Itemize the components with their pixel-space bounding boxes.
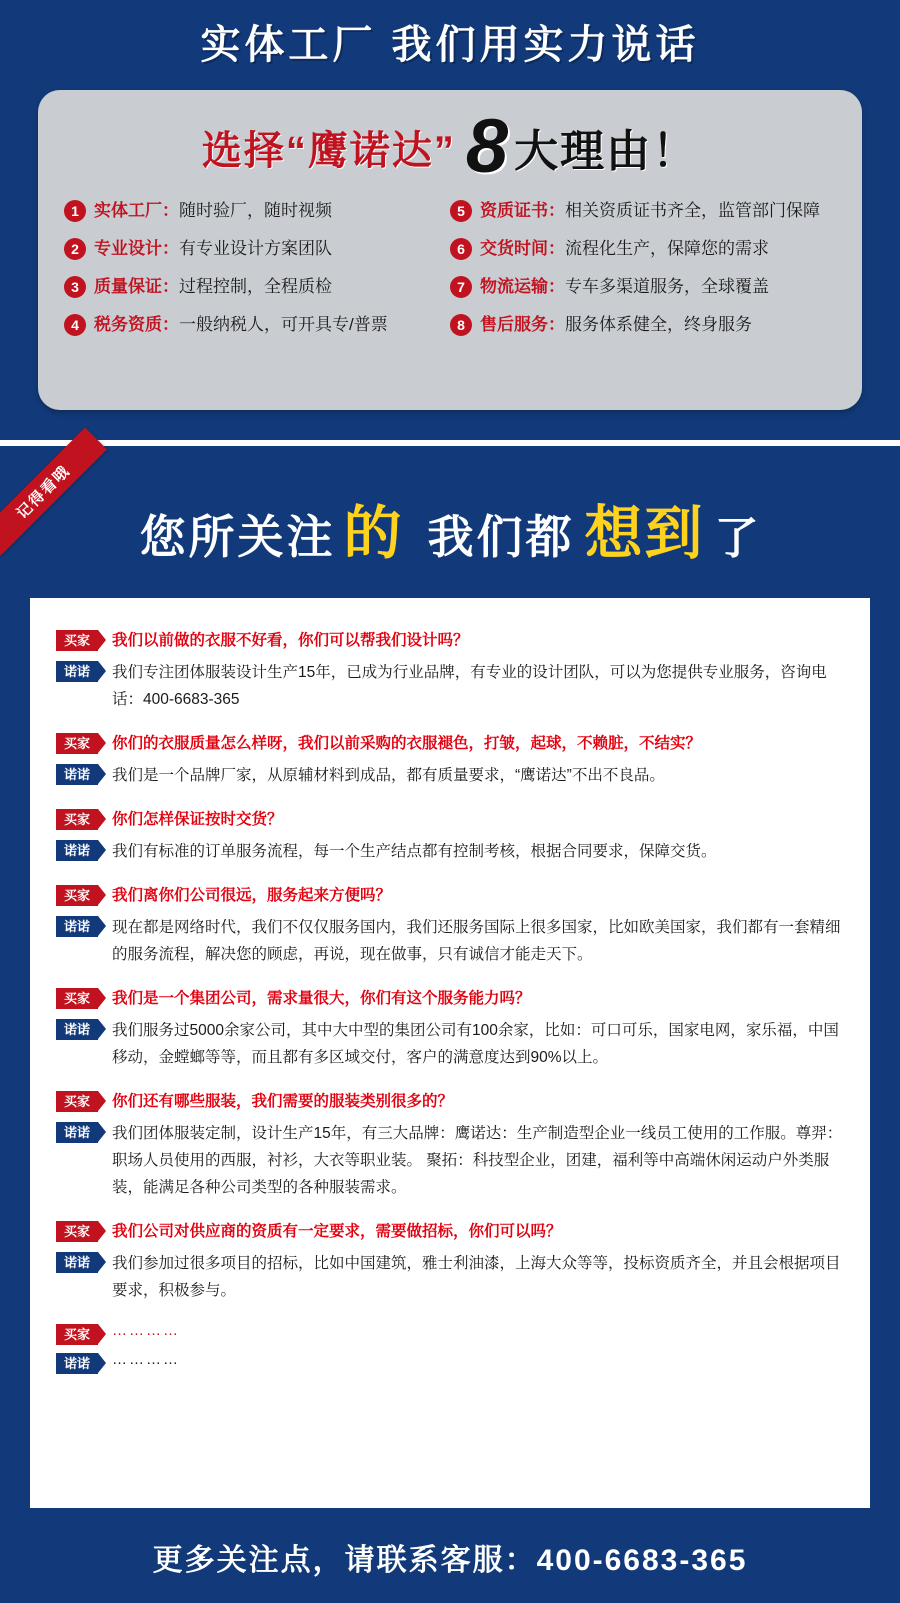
faq-question: 我们是一个集团公司，需求量很大，你们有这个服务能力吗？ [112, 990, 531, 1007]
reasons-grid [38, 194, 862, 336]
buyer-tag: 买家 [56, 988, 98, 1009]
reason-value: 服务体系健全，终身服务 [565, 315, 752, 334]
buyer-tag: 买家 [56, 630, 98, 651]
reason-value: 相关资质证书齐全，监管部门保障 [565, 201, 820, 220]
faq-item [56, 731, 844, 789]
faq-question-row [56, 1219, 844, 1244]
faq-question-row [56, 731, 844, 756]
reason-number-badge: 4 [64, 314, 86, 336]
reason-value: 流程化生产，保障您的需求 [565, 239, 769, 258]
reason-number-badge: 5 [450, 200, 472, 222]
faq-item [56, 986, 844, 1071]
faq-question: 你们怎样保证按时交货？ [112, 811, 283, 828]
reason-value: 有专业设计方案团队 [179, 239, 332, 258]
reasons-headline [38, 90, 862, 194]
faq-item [56, 628, 844, 713]
reason-value: 随时验厂，随时视频 [179, 201, 332, 220]
reason-key: 质量保证： [94, 277, 179, 296]
faq-answer-row [56, 1017, 844, 1071]
faq-question: 我们以前做的衣服不好看，你们可以帮我们设计吗？ [112, 632, 469, 649]
faq-question: 我们公司对供应商的资质有一定要求，需要做招标，你们可以吗？ [112, 1223, 562, 1240]
banner-title: 实体工厂 我们用实力说话 [200, 23, 700, 67]
reasons-panel [38, 90, 862, 410]
faq-question-row [56, 628, 844, 653]
reason-key: 售后服务： [480, 315, 565, 334]
reason-item [450, 200, 836, 222]
faq-answer-row [56, 762, 844, 789]
buyer-tag: 买家 [56, 733, 98, 754]
reason-item [64, 314, 450, 336]
headline-left: 选择“鹰诺达” [201, 128, 456, 173]
corner-ribbon: 记得看哦 [0, 428, 107, 556]
heading-part-3: 我们都 [427, 511, 575, 563]
rep-tag: 诺诺 [56, 1252, 98, 1273]
reason-number-badge: 8 [450, 314, 472, 336]
reason-value: 一般纳税人，可开具专/普票 [179, 315, 388, 334]
faq-question: 你们的衣服质量怎么样呀，我们以前采购的衣服褪色，打皱，起球，不赖脏，不结实？ [112, 735, 702, 752]
faq-question-row [56, 986, 844, 1011]
reason-item [450, 238, 836, 260]
faq-question: 我们离你们公司很远，服务起来方便吗？ [112, 887, 392, 904]
faq-answer: 我们参加过很多项目的招标，比如中国建筑，雅士利油漆，上海大众等等，投标资质齐全，并且会根据项目要求，积极参与。 [112, 1255, 841, 1299]
faq-question-row [56, 1322, 844, 1345]
buyer-tag: 买家 [56, 1091, 98, 1112]
faq-item [56, 1219, 844, 1304]
faq-question-row [56, 883, 844, 908]
rep-tag: 诺诺 [56, 1019, 98, 1040]
section-reasons [0, 0, 900, 440]
heading-part-5: 了 [714, 514, 761, 563]
headline-number: 8 [465, 104, 509, 189]
buyer-tag: 买家 [56, 1324, 98, 1345]
faq-question: 你们还有哪些服装，我们需要的服装类别很多的？ [112, 1093, 454, 1110]
buyer-tag: 买家 [56, 809, 98, 830]
rep-tag: 诺诺 [56, 661, 98, 682]
rep-tag: 诺诺 [56, 916, 98, 937]
faq-item [56, 1322, 844, 1374]
reason-key: 资质证书： [480, 201, 565, 220]
reason-item [64, 276, 450, 298]
reason-key: 交货时间： [480, 239, 565, 258]
rep-tag: 诺诺 [56, 1122, 98, 1143]
heading-part-2: 的 [343, 501, 404, 566]
faq-question-row [56, 1089, 844, 1114]
faq-item [56, 807, 844, 865]
reason-number-badge: 1 [64, 200, 86, 222]
rep-tag: 诺诺 [56, 840, 98, 861]
heading-part-1: 您所关注 [139, 511, 336, 563]
faq-heading [0, 446, 900, 566]
faq-answer-row [56, 1250, 844, 1304]
buyer-tag: 买家 [56, 1221, 98, 1242]
reason-item [64, 238, 450, 260]
faq-answer: 我们有标准的订单服务流程，每一个生产结点都有控制考核，根据合同要求，保障交货。 [112, 843, 717, 860]
reason-value: 过程控制，全程质检 [179, 277, 332, 296]
rep-tag: 诺诺 [56, 1353, 98, 1374]
reason-value: 专车多渠道服务，全球覆盖 [565, 277, 769, 296]
faq-answer-row [56, 1120, 844, 1201]
faq-answer-row [56, 659, 844, 713]
faq-answer-row [56, 914, 844, 968]
buyer-tag: 买家 [56, 885, 98, 906]
faq-answer-row [56, 838, 844, 865]
reason-number-badge: 7 [450, 276, 472, 298]
reason-item [450, 314, 836, 336]
rep-tag: 诺诺 [56, 764, 98, 785]
faq-item [56, 883, 844, 968]
reason-key: 物流运输： [480, 277, 565, 296]
faq-question-row [56, 807, 844, 832]
faq-answer-row [56, 1351, 844, 1374]
faq-answer: 现在都是网络时代，我们不仅仅服务国内，我们还服务国际上很多国家，比如欧美国家，我们都有一套精细的服务流程，解决您的顾虑，再说，现在做事，只有诚信才能走天下。 [112, 919, 841, 963]
reason-item [64, 200, 450, 222]
faq-question: ………… [112, 1322, 180, 1339]
reason-key: 专业设计： [94, 239, 179, 258]
footer-contact: 更多关注点，请联系客服：400-6683-365 [152, 1544, 748, 1577]
reason-number-badge: 2 [64, 238, 86, 260]
faq-answer: 我们专注团体服装设计生产15年，已成为行业品牌，有专业的设计团队，可以为您提供专业服务，咨询电话：400-6683-365 [112, 664, 827, 708]
reason-number-badge: 3 [64, 276, 86, 298]
reason-key: 实体工厂： [94, 201, 179, 220]
section-faq [0, 440, 900, 1603]
reason-key: 税务资质： [94, 315, 179, 334]
faq-card [30, 598, 870, 1508]
faq-answer: 我们团体服装定制，设计生产15年，有三大品牌：鹰诺达：生产制造型企业一线员工使用的工作服。尊羿：职场人员使用的西服，衬衫，大衣等职业装。 聚拓：科技型企业，团建，福利等中高端休闲运动户外类服装，能满足各种公司类型的各种服装需求。 [112, 1125, 843, 1196]
headline-right: 大理由！ [514, 127, 699, 176]
heading-part-4: 想到 [584, 501, 705, 566]
faq-answer: 我们是一个品牌厂家，从原辅材料到成品，都有质量要求，“鹰诺达”不出不良品。 [112, 767, 665, 784]
reason-number-badge: 6 [450, 238, 472, 260]
faq-item [56, 1089, 844, 1201]
faq-answer: ………… [112, 1351, 180, 1368]
faq-answer: 我们服务过5000余家公司，其中大中型的集团公司有100余家，比如：可口可乐，国家电网，家乐福，中国移动，金螳螂等等，而且都有多区域交付，客户的满意度达到90%以上。 [112, 1022, 839, 1066]
reason-item [450, 276, 836, 298]
